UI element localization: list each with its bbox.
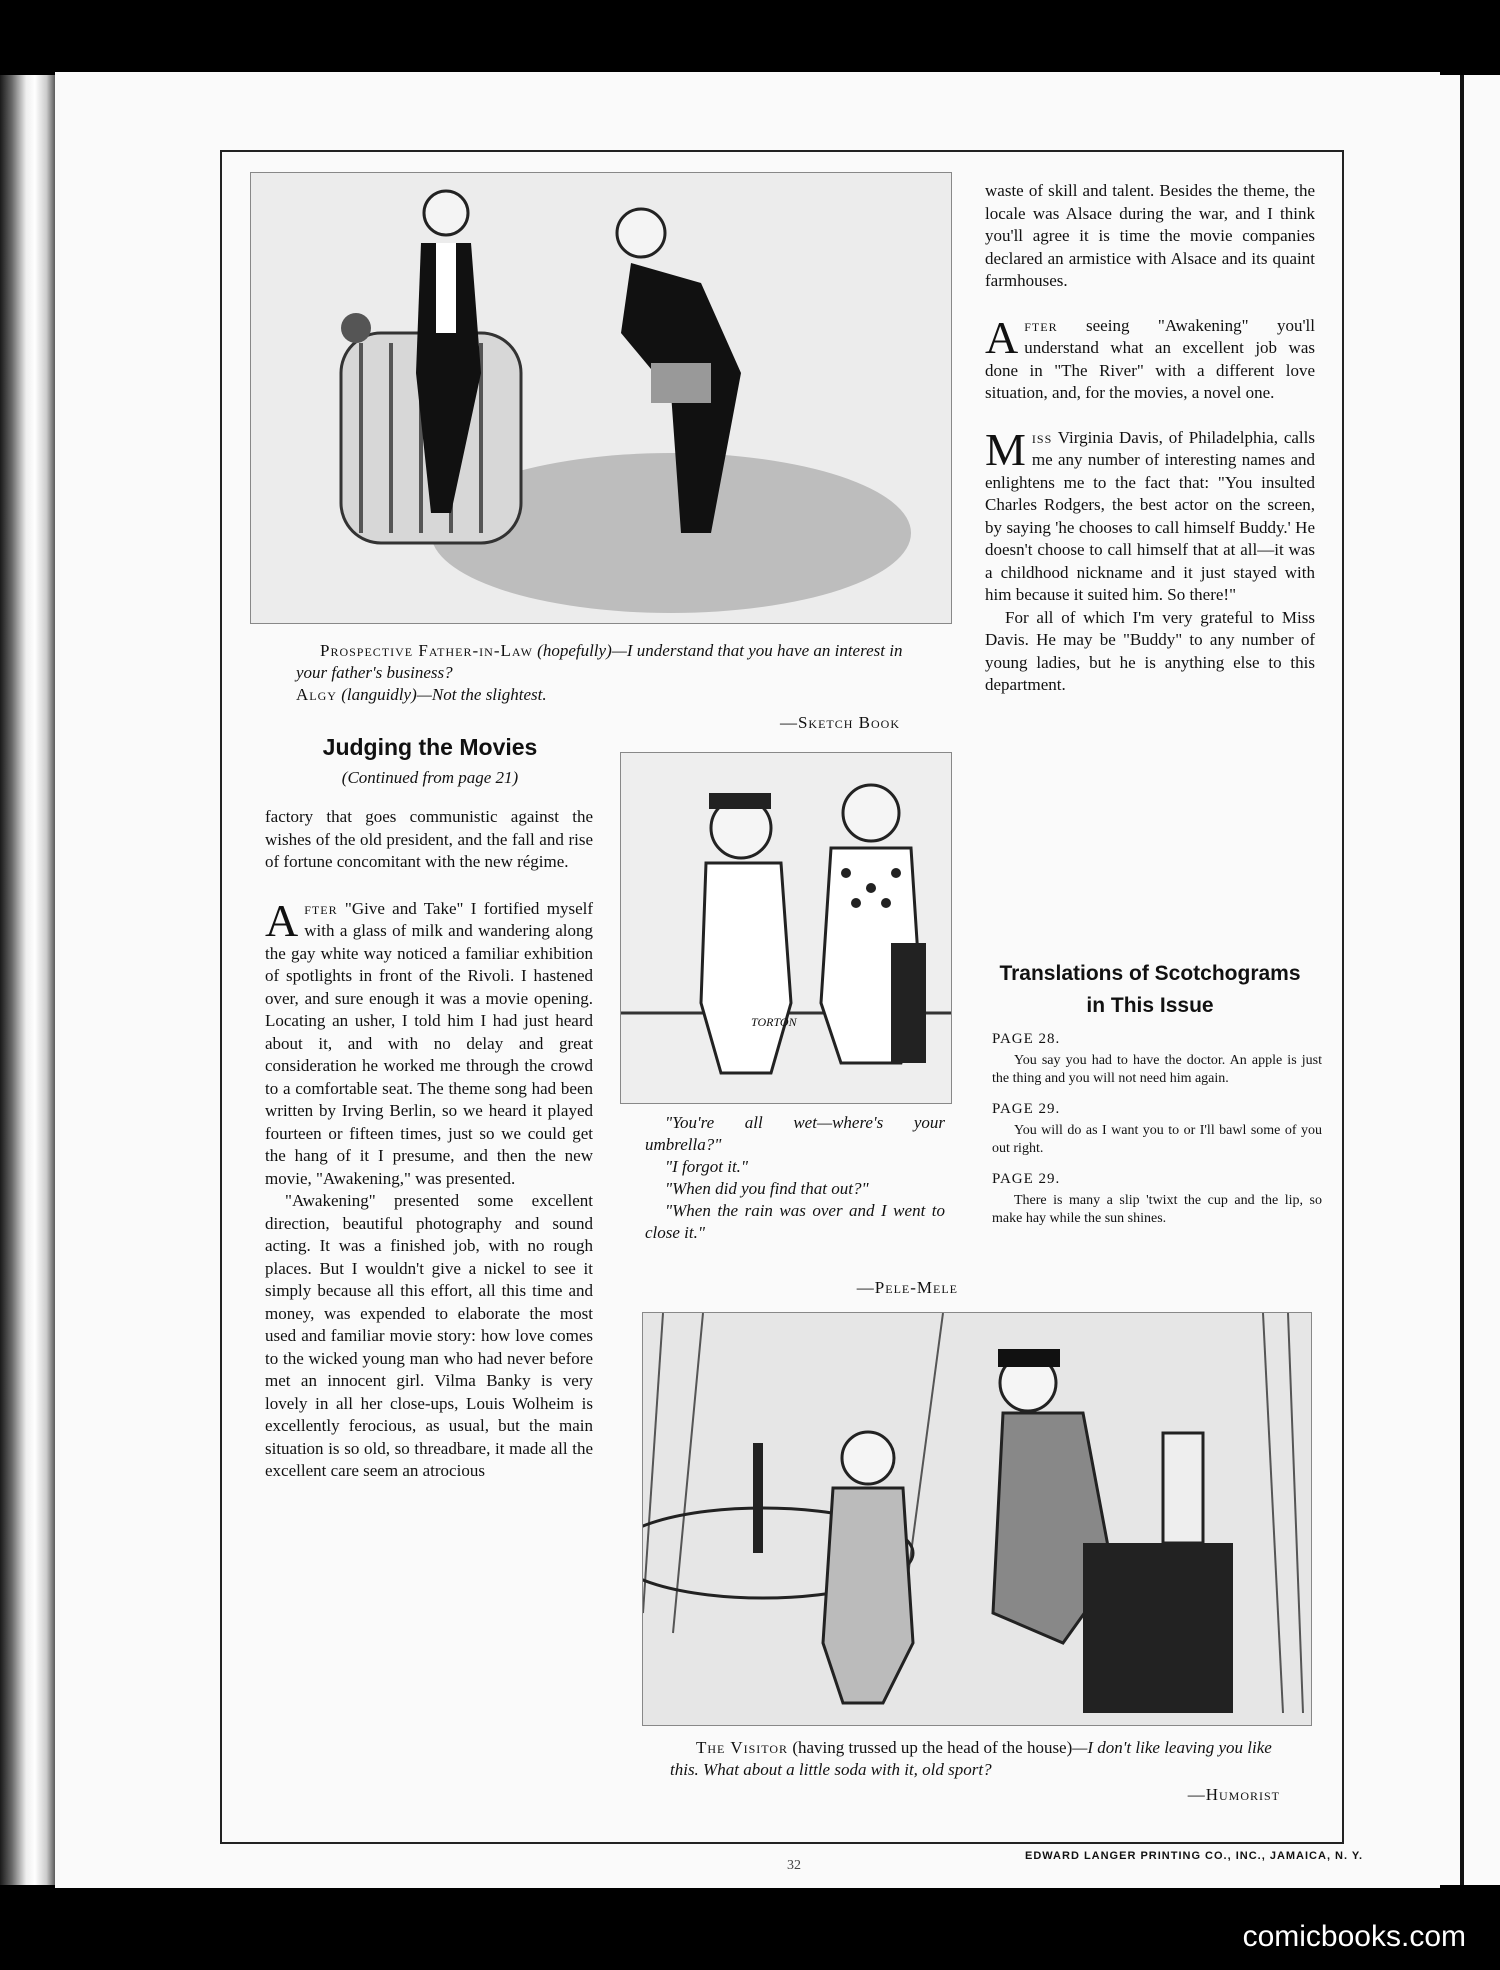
article-title: Judging the Movies bbox=[322, 734, 538, 760]
translation-text: You will do as I want you to or I'll bawl some of you out right. bbox=[992, 1123, 1322, 1156]
translation-text: There is many a slip 'twixt the cup and the lip, so make hay while the sun shines. bbox=[992, 1193, 1322, 1226]
facing-page-edge bbox=[1440, 75, 1500, 1885]
bottom-cartoon-caption: The Visitor (having trussed up the head of the house)—I don't like leaving you like this. What about a little soda with it, old sport? bbox=[670, 1738, 1272, 1779]
printer-credit: EDWARD LANGER PRINTING CO., INC., JAMAICA, N. Y. bbox=[1025, 1850, 1364, 1862]
page-number: 32 bbox=[787, 1858, 801, 1873]
bottom-cartoon-source: —Humorist bbox=[1187, 1785, 1280, 1804]
top-cartoon-illustration bbox=[250, 172, 952, 624]
translations-title: Translations of Scotchograms in This Issue bbox=[999, 962, 1301, 1017]
translations-list bbox=[992, 1030, 1322, 1240]
top-cartoon-caption: Prospective Father-in-Law (hopefully)—I understand that you have an interest in your father's business? Algy (languidly)—Not the slightest. bbox=[296, 641, 903, 704]
translation-item bbox=[992, 1030, 1322, 1088]
article-left-column bbox=[265, 806, 593, 1483]
top-cartoon-source: —Sketch Book bbox=[779, 713, 900, 732]
translation-item bbox=[992, 1100, 1322, 1158]
translation-item bbox=[992, 1170, 1322, 1228]
translation-page-label: PAGE 29. bbox=[992, 1171, 1061, 1187]
bottom-cartoon-illustration bbox=[642, 1312, 1312, 1726]
article-right-column bbox=[985, 180, 1315, 697]
article-continued-note: (Continued from page 21) bbox=[341, 768, 519, 787]
article-paragraph-1: factory that goes communistic against the wishes of the old president, and the fall and rise of fortune concomitant with the new régime. bbox=[265, 807, 593, 871]
middle-cartoon-source: —Pele-Mele bbox=[856, 1278, 958, 1297]
middle-cartoon-signature: TORTON bbox=[751, 1015, 797, 1029]
middle-cartoon-illustration bbox=[620, 752, 952, 1104]
article-paragraph-3: "Awakening" presented some excellent direction, beautiful photography and sound acting. It was a finished job, with no rough places. But I wouldn't give a nickel to see it simply because all this effort, all this time and money, was expended to elaborate the most used and familiar movie story: how love comes to the wicked young man who had never before met an innocent girl. Vilma Banky is very lovely in all her close-ups, Louis Wolheim is excellently ferocious, as usual, but the main situation is so old, so threadbare, it made all the excellent care seem an atrocious bbox=[265, 1191, 593, 1480]
right-paragraph-2: After seeing "Awakening" you'll understand what an excellent job was done in "The River" with a different love situation, and, for the movies, a novel one. bbox=[985, 311, 1316, 402]
article-paragraph-2: After "Give and Take" I fortified myself with a glass of milk and wandering along the gay white way noticed a familiar exhibition of spotlights in front of the Rivoli. I hastened over, and sure enough it was a movie opening. Locating an usher, I told him I had just heard about it, and with no delay and great consideration he worked me through the crowd to a comfortable seat. The theme song had been written by Irving Berlin, so we heard it played fourteen or fifteen times, just so we could get the hang of it I presume, and then the new movie, "Awakening," was presented. bbox=[265, 894, 593, 1188]
right-paragraph-3: Miss Virginia Davis, of Philadelphia, calls me any number of interesting names and enlightens me to the fact that: "You insulted Charles Rodgers, the best actor on the screen, by saying 'he chooses to call himself Buddy.' He doesn't choose to call himself that at all—it was a childhood nickname and it just stayed with him because it suited him. So there!" bbox=[985, 423, 1315, 604]
translation-text: You say you had to have the doctor. An apple is just the thing and you will not need him again. bbox=[992, 1053, 1322, 1086]
translation-page-label: PAGE 29. bbox=[992, 1101, 1061, 1117]
book-spine bbox=[0, 75, 58, 1885]
right-paragraph-4: For all of which I'm very grateful to Miss Davis. He may be "Buddy" to any number of young ladies, but he is anything else to this department. bbox=[985, 607, 1315, 694]
caption-speaker-2: Algy bbox=[296, 685, 337, 704]
site-watermark: comicbooks.com bbox=[1242, 1920, 1466, 1953]
right-paragraph-1: waste of skill and talent. Besides the theme, the locale was Alsace during the war, and I think you'll agree it is time the movie companies declared an armistice with Alsace and its quaint farmhouses. bbox=[985, 181, 1315, 290]
middle-cartoon-caption: "You're all wet—where's your umbrella?" "I forgot it." "When did you find that out?" "When the rain was over and I went to close it." bbox=[645, 1113, 945, 1242]
caption-speaker-1: Prospective Father-in-Law bbox=[320, 641, 533, 660]
translation-page-label: PAGE 28. bbox=[992, 1031, 1061, 1047]
